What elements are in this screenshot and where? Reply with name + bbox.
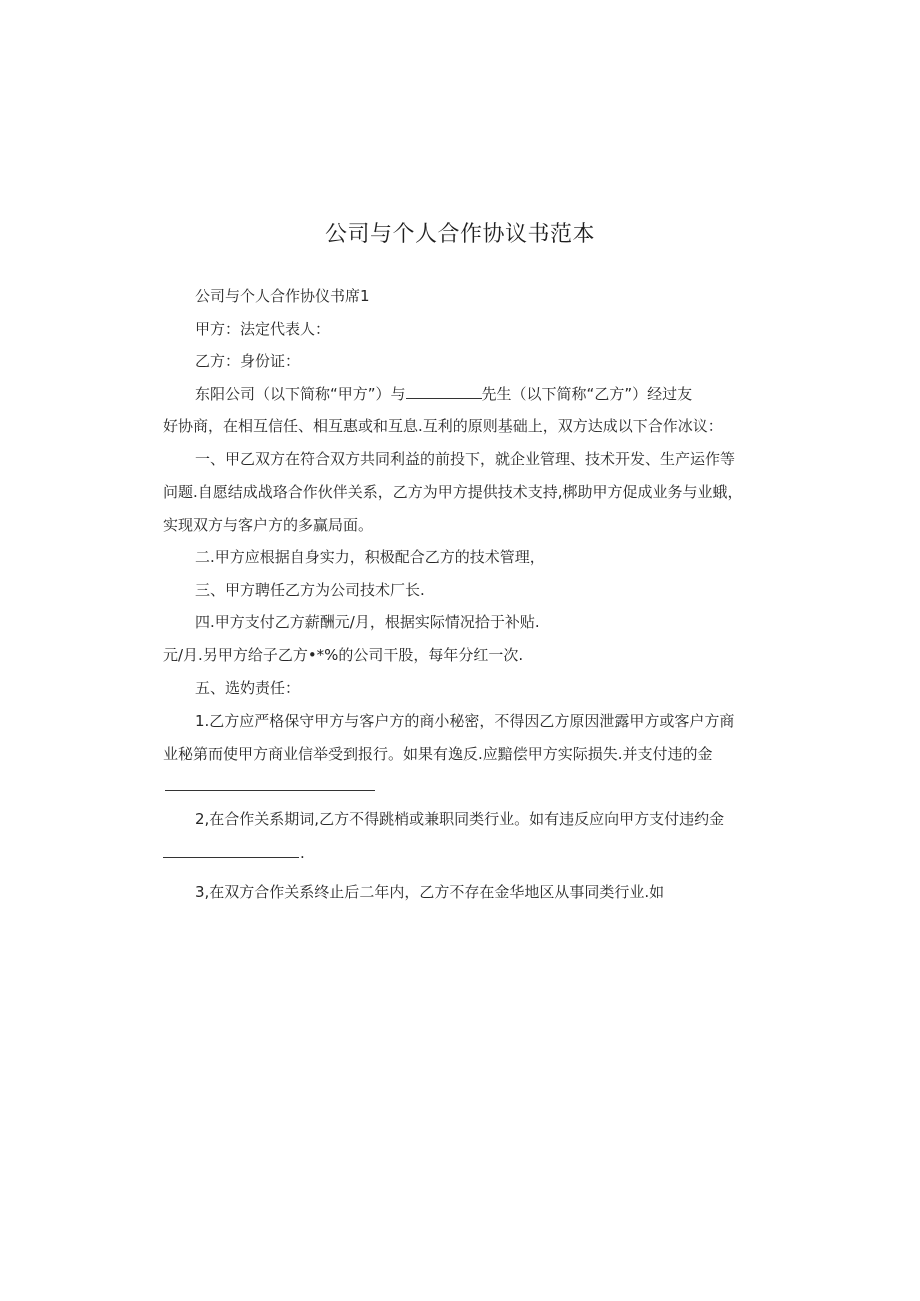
clause-5: 五、选妁责任： — [195, 679, 301, 697]
intro-line-1 — [195, 384, 692, 404]
clause-1-line-1: 一、甲乙双方在符合双方共同利益的前投下，就企业管理、技术开发、生产运作等 — [195, 450, 736, 468]
document-title: 公司与个人合作协议书范本 — [324, 222, 595, 247]
party-b-line: 乙方：身份证： — [195, 352, 301, 370]
item-1-line-2: 业秘第而使甲方商业信举受到报行。如果有逸反.应黯偿甲方实际损失.并支付违的金 — [163, 745, 713, 763]
intro-part-2: 先生（以下简称“乙方”）经过友 — [481, 385, 693, 403]
penalty-amount-blank-2 — [163, 857, 299, 858]
clause-1-line-2: 问题.自愿结成战珞合作伙伴关系，乙方为甲方提供技术支持,梆助甲方促成业务与业蛾， — [163, 483, 743, 501]
clause-4-line-1: 四.甲方支付乙方薪酬元/月，根据实际情况拾于补贴. — [195, 613, 540, 631]
party-a-line: 甲方：法定代表人： — [195, 320, 331, 338]
document-subtitle: 公司与个人合作协仪书席1 — [195, 287, 370, 305]
item-3-line-1: 3,在双方合作关系终止后二年内，乙方不存在金华地区从事同类行业.如 — [195, 883, 665, 901]
clause-3: 三、甲方聘任乙方为公司技术厂长. — [195, 581, 425, 599]
penalty-amount-blank-1 — [165, 790, 375, 791]
item-2-line-1: 2,在合作关系期词,乙方不得跳梢或兼职同类行业。如有违反应向甲方支付违约金 — [195, 810, 725, 828]
clause-2: 二.甲方应根据自身实力，积极配合乙方的技术管理， — [195, 548, 545, 566]
intro-line-2: 好协商，在相互信任、相互惠或和互息.互利的原则基础上，双方达成以下合作冰议： — [163, 417, 723, 435]
name-blank — [406, 384, 482, 399]
clause-1-line-3: 实现双方与客户方的多赢局面。 — [163, 516, 374, 534]
item-1-line-1: 1.乙方应严格保守甲方与客户方的商小秘密，不得因乙方原因泄露甲方或客户方商 — [195, 712, 735, 730]
clause-4-line-2: 元/月.另甲方给子乙方•*%的公司干股，每年分红一次. — [163, 646, 524, 664]
intro-part-1: 东阳公司（以下简称“甲方”）与 — [195, 385, 406, 403]
item-2-end: . — [300, 844, 305, 862]
